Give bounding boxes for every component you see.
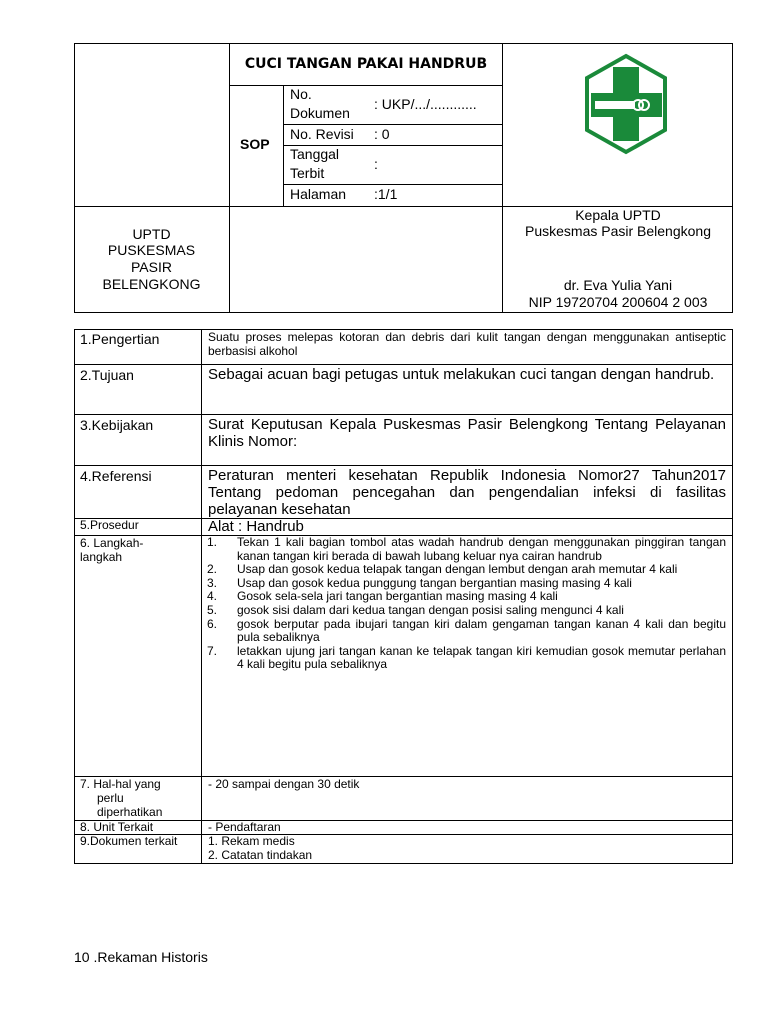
sop-label: SOP [240, 136, 270, 152]
unit-label: 8. Unit Terkait [80, 820, 154, 834]
signatory-nip: NIP 19720704 200604 2 003 [528, 294, 708, 310]
list-item: 3. Usap dan gosok kedua punggung tangan bergantian masing masing 4 kali [207, 575, 632, 590]
rekaman-historis: 10 .Rekaman Historis [74, 949, 208, 965]
referensi-text: Peraturan menteri kesehatan Republik Indonesia Nomor27 Tahun2017 Tentang pedoman pencegahan dan pengendalian infeksi di fasilitas pelayanan kesehatan [208, 467, 726, 518]
field-label-halaman: Halaman [290, 186, 347, 202]
prosedur-label: 5.Prosedur [80, 518, 139, 532]
field-value-tanggal: : [374, 156, 378, 172]
tujuan-label: 2.Tujuan [80, 367, 134, 383]
signatory-position-1: Kepala UPTD [575, 207, 661, 223]
langkah-label-1: 6. Langkah- [80, 536, 144, 550]
unit-text: - Pendaftaran [208, 820, 281, 834]
langkah-label-2: langkah [80, 550, 123, 564]
halhal-label-1: 7. Hal-hal yang [80, 777, 161, 791]
kebijakan-label: 3.Kebijakan [80, 417, 154, 433]
list-item: 2. Usap dan gosok kedua telapak tangan dengan lembut dengan arah memutar 4 kali [207, 562, 678, 577]
steps-list [207, 536, 726, 672]
dokumen-label: 9.Dokumen terkait [80, 834, 178, 848]
tujuan-text: Sebagai acuan bagi petugas untuk melakukan cuci tangan dengan handrub. [208, 366, 715, 383]
list-item: 4. Gosok sela-sela jari tangan bergantian masing masing 4 kali [207, 589, 558, 604]
org-line-4: BELENGKONG [102, 276, 201, 292]
field-label-revisi: No. Revisi [290, 126, 354, 142]
page-title: CUCI TANGAN PAKAI HANDRUB [244, 56, 488, 72]
list-item: 5. gosok sisi dalam dari kedua tangan dengan posisi saling mengunci 4 kali [207, 602, 624, 617]
signatory-position-2: Puskesmas Pasir Belengkong [525, 223, 711, 239]
list-item: 6. gosok berputar pada ibujari tangan kiri dalam gengaman tangan kanan 4 kali dan begitu pula sebaliknya [207, 616, 726, 645]
pengertian-label: 1.Pengertian [80, 331, 160, 347]
field-label-nodok-2: Dokumen [290, 105, 350, 121]
halhal-text: - 20 sampai dengan 30 detik [208, 777, 360, 791]
signatory-name: dr. Eva Yulia Yani [563, 277, 673, 293]
puskesmas-logo-icon [583, 53, 669, 155]
dokumen-line-2: 2. Catatan tindakan [208, 848, 313, 862]
prosedur-text: Alat : Handrub [208, 518, 304, 535]
list-item: 7. letakkan ujung jari tangan kanan ke telapak tangan kiri kemudian gosok memutar perlahan 4 kali begitu pula sebaliknya [207, 643, 726, 672]
referensi-label: 4.Referensi [80, 468, 152, 484]
field-label-tanggal-1: Tanggal [290, 146, 340, 162]
org-line-2: PUSKESMAS [107, 242, 196, 258]
field-label-tanggal-2: Terbit [290, 165, 325, 181]
org-line-3: PASIR [131, 259, 172, 275]
field-value-halaman: :1/1 [374, 186, 398, 202]
list-item: 1. Tekan 1 kali bagian tombol atas wadah handrub dengan menggunakan pinggiran tangan kanan tangan kiri berada di bawah lubang keluar nya cairan handrub [207, 535, 726, 563]
dokumen-line-1: 1. Rekam medis [208, 834, 295, 848]
field-label-nodok-1: No. [290, 86, 312, 102]
halhal-label-3: diperhatikan [97, 805, 163, 819]
halhal-label-2: perlu [97, 791, 124, 805]
field-value-revisi: : 0 [374, 126, 390, 142]
kebijakan-text: Surat Keputusan Kepala Puskesmas Pasir Belengkong Tentang Pelayanan Klinis Nomor: [208, 416, 726, 450]
pengertian-text: Suatu proses melepas kotoran dan debris dari kulit tangan dengan menggunakan antiseptic berbasisi alkohol [208, 330, 726, 358]
org-line-1: UPTD [132, 226, 171, 242]
field-value-nodok: : UKP/.../............ [374, 96, 477, 112]
